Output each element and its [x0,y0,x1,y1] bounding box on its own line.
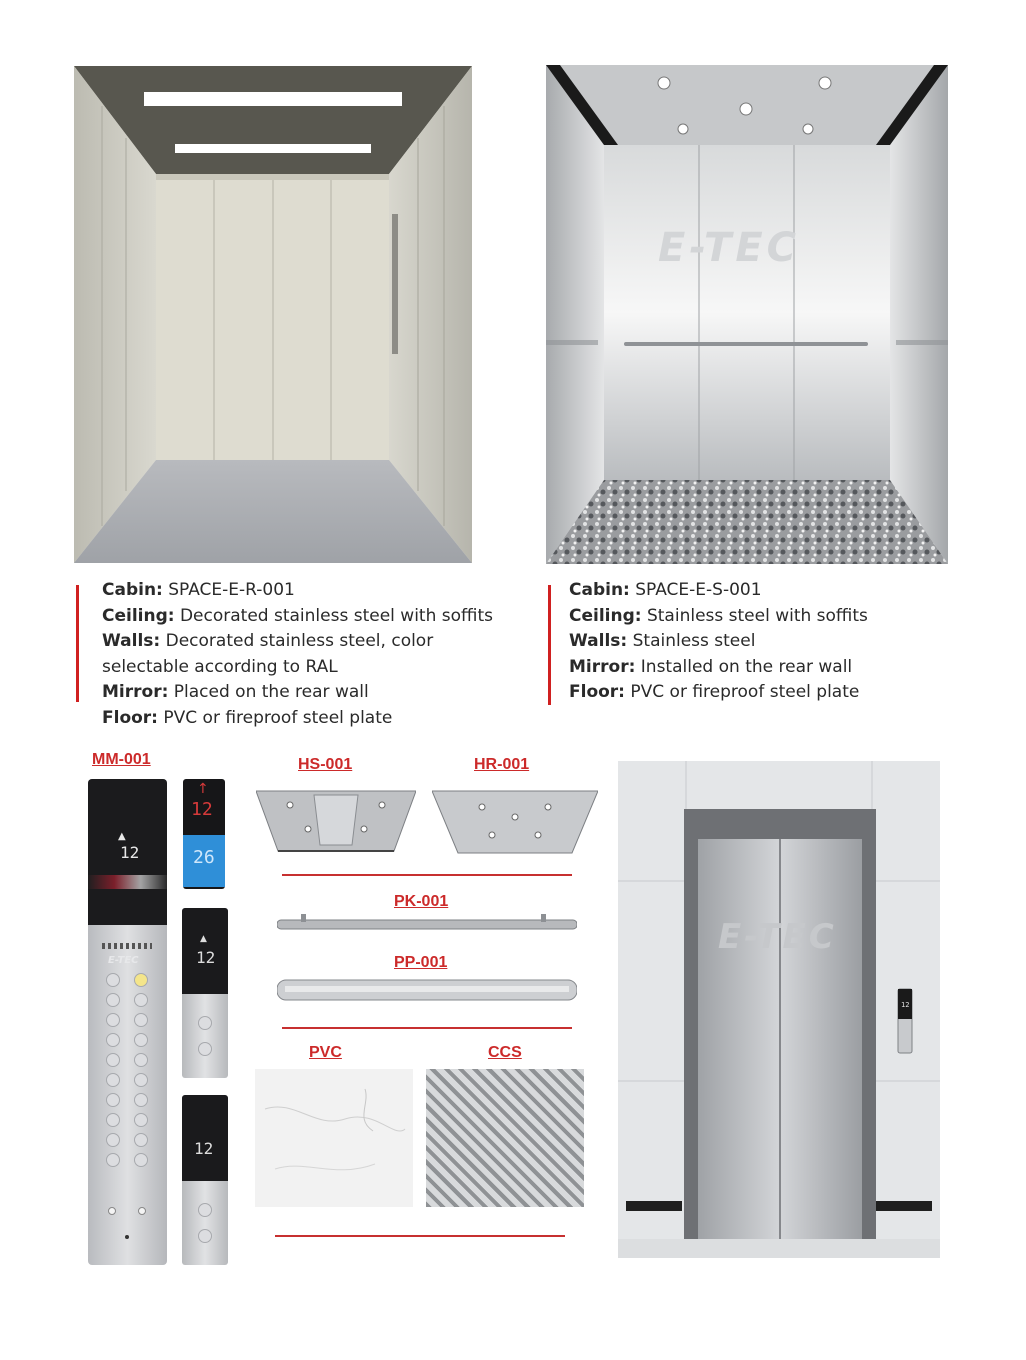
door-brand-watermark: E-TEC [718,917,837,957]
ceiling-hs-illustration [256,787,416,855]
spec-line: Mirror: Installed on the rear wall [569,656,853,677]
floor-button[interactable] [106,1113,120,1127]
decor-wave [88,875,167,889]
cabin-1-illustration [74,66,472,563]
divider [282,1027,572,1029]
landing-call-panel [182,1095,228,1265]
call-button[interactable] [134,1153,148,1167]
floor-indicator: 12 [191,799,213,820]
floor-button[interactable] [134,1113,148,1127]
handrail-pp-001-image [277,976,577,1002]
floor-button[interactable] [134,973,148,987]
key-switch-icon [138,1207,146,1215]
arrow-up-icon: ↑ [197,781,209,797]
floor-pvc-sample [255,1069,413,1207]
door-close-button[interactable] [134,1133,148,1147]
spec-line: selectable according to RAL [102,656,338,677]
ceiling-hr-illustration [432,787,598,857]
handrail-pk-illustration [277,914,577,936]
arrow-up-icon: ▲ [118,831,126,842]
entrance-illustration [618,761,940,1258]
landing-display [182,908,228,994]
spec-line: Ceiling: Decorated stainless steel with soffits [102,605,493,626]
spec-line: Mirror: Placed on the rear wall [102,682,369,702]
floor-pvc-label: PVC [309,1044,342,1061]
floor-button[interactable] [134,1053,148,1067]
floor-button[interactable] [106,1053,120,1067]
floor-button[interactable] [106,993,120,1007]
divider [275,1235,565,1237]
spec-1-accent-bar [76,585,79,702]
landing-display [182,1095,228,1181]
floor-button[interactable] [106,1013,120,1027]
floor-indicator: 12 [196,948,216,967]
spec-line: Floor: PVC or fireproof steel plate [102,707,393,728]
floor-button[interactable] [106,973,120,987]
floor-indicator: 12 [120,843,140,862]
floor-button[interactable] [106,1033,120,1047]
alarm-button[interactable] [106,1153,120,1167]
floor-indicator: 26 [193,847,215,868]
floor-button[interactable] [134,1033,148,1047]
spec-cabin-1 [102,578,493,731]
cabin-image-space-e-s [546,65,948,564]
spec-cabin-2 [569,578,868,706]
ceiling-hr-001-image [432,787,598,857]
brand-watermark: E-TEC [658,225,801,271]
floor-button[interactable] [134,1073,148,1087]
spec-line: Walls: Stainless steel [569,631,756,651]
floor-button[interactable] [134,993,148,1007]
spec-line: Cabin: SPACE-E-S-001 [569,580,762,600]
spec-2-accent-bar [548,585,551,705]
down-call-button[interactable] [198,1042,212,1056]
floor-button[interactable] [134,1093,148,1107]
landing-call-panel [182,908,228,1078]
cop-label: MM-001 [92,751,151,768]
key-switch-icon [108,1207,116,1215]
cabin-2-illustration [546,65,948,564]
door-open-button[interactable] [106,1133,120,1147]
spec-line: Walls: Decorated stainless steel, color [102,631,434,651]
floor-ccs-label: CCS [488,1044,522,1061]
spec-line: Ceiling: Stainless steel with soffits [569,605,868,626]
up-call-button[interactable] [198,1203,212,1217]
elevator-entrance-image [618,761,940,1258]
car-operating-panel [88,779,167,1265]
hall-indicator-display [183,779,225,889]
floor-indicator: 12 [194,1139,214,1158]
down-call-button[interactable] [198,1229,212,1243]
ceiling-hr-label: HR-001 [474,756,530,773]
arrow-up-icon: ▲ [200,934,207,944]
floor-ccs-sample [426,1069,584,1207]
lcd-panel [183,835,225,887]
ceiling-hs-label: HS-001 [298,756,353,773]
floor-indicator: 12 [901,1001,910,1009]
handrail-pk-001-image [277,914,577,936]
up-call-button[interactable] [198,1016,212,1030]
handrail-pp-label: PP-001 [394,954,448,971]
handrail-pk-label: PK-001 [394,893,449,910]
spec-line: Cabin: SPACE-E-R-001 [102,580,295,600]
cop-brand: E-TEC [108,955,139,966]
cabin-image-space-e-r [74,66,472,563]
floor-button[interactable] [106,1073,120,1087]
ceiling-hs-001-image [256,787,416,855]
divider [282,874,572,876]
floor-button[interactable] [106,1093,120,1107]
spec-line: Floor: PVC or fireproof steel plate [569,682,860,702]
speaker-icon [125,1235,129,1239]
braille-strip [102,943,152,949]
floor-button[interactable] [134,1013,148,1027]
cop-display-screen [88,779,167,925]
marble-texture [255,1069,413,1207]
handrail-pp-illustration [277,976,577,1002]
